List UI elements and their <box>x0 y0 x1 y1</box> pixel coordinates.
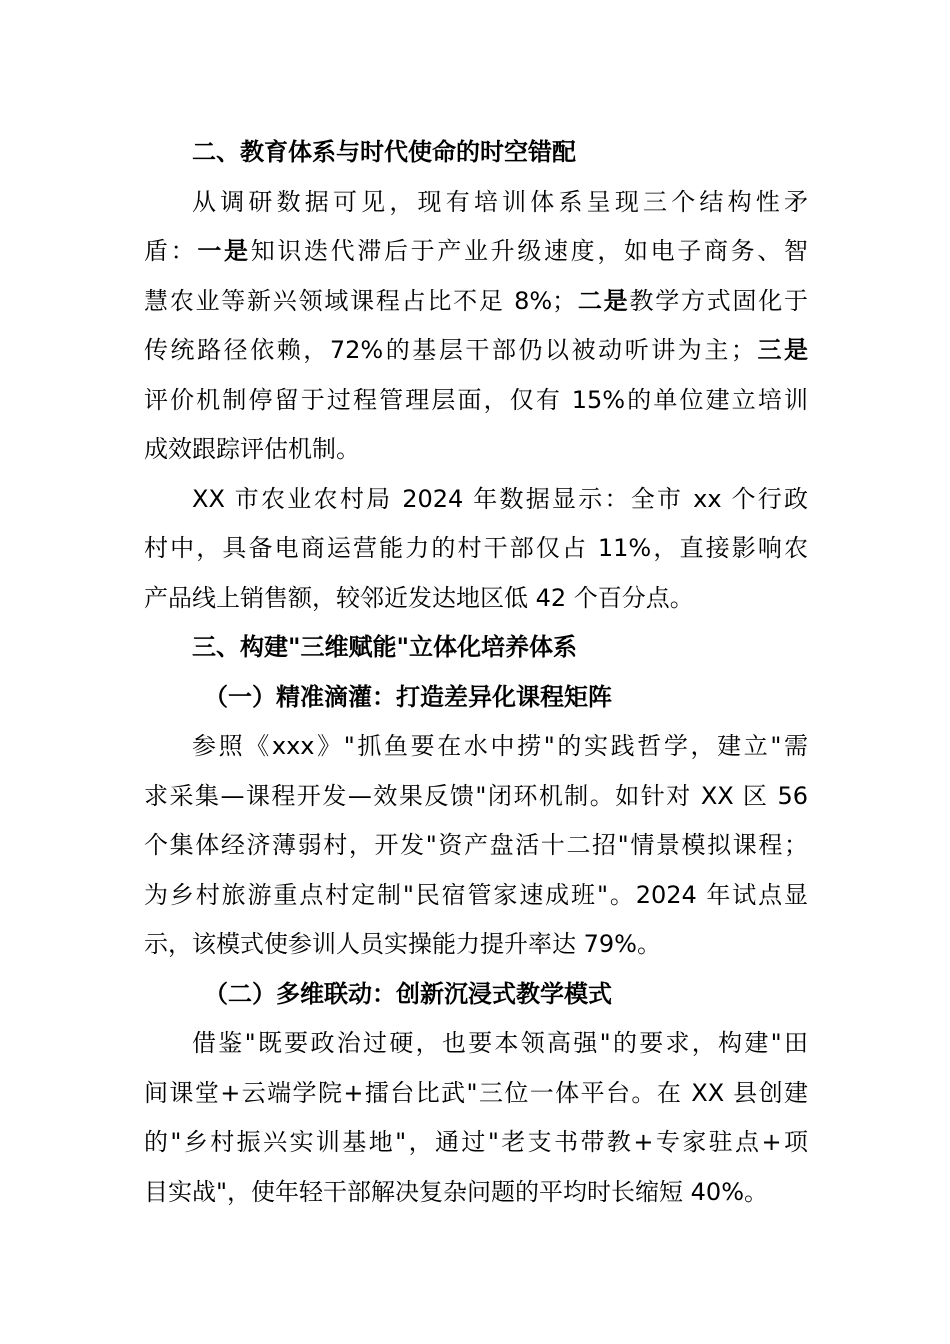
text-span: 盾： <box>144 237 198 265</box>
subsection-heading-2: （二）多维联动：创新沉浸式教学模式 <box>204 979 612 1008</box>
text-span: 传统路径依赖，72%的基层干部仍以被动听讲为主； <box>144 336 755 364</box>
text-line: XX 市农业农村局 2024 年数据显示：全市 xx 个行政 <box>192 484 808 513</box>
section-heading-3: 三、构建"三维赋能"立体化培养体系 <box>192 633 578 661</box>
text-line: 借鉴"既要政治过硬，也要本领高强"的要求，构建"田 <box>192 1029 808 1057</box>
paragraph-1 <box>144 178 808 475</box>
text-line <box>144 277 808 327</box>
text-line <box>144 227 808 277</box>
text-line: 产品线上销售额，较邻近发达地区低 42 个百分点。 <box>144 583 694 612</box>
section-heading-2: 二、教育体系与时代使命的时空错配 <box>192 138 576 166</box>
text-line <box>144 326 808 376</box>
text-line: 间课堂+云端学院+擂台比武"三位一体平台。在 XX 县创建 <box>144 1078 808 1107</box>
text-span: 教学方式固化于 <box>629 286 809 315</box>
text-line: 示，该模式使参训人员实操能力提升率达 79%。 <box>144 930 661 958</box>
text-line: 的"乡村振兴实训基地"，通过"老支书带教+专家驻点+项 <box>144 1128 808 1156</box>
text-line: 目实战"，使年轻干部解决复杂问题的平均时长缩短 40%。 <box>144 1177 769 1206</box>
emphasis-text: 二是 <box>576 286 630 315</box>
emphasis-text: 一是 <box>197 237 251 265</box>
text-line: 求采集—课程开发—效果反馈"闭环机制。如针对 XX 区 56 <box>144 781 808 810</box>
document-body <box>144 128 808 1217</box>
text-line: 为乡村旅游重点村定制"民宿管家速成班"。2024 年试点显 <box>144 880 808 909</box>
text-span: 慧农业等新兴领域课程占比不足 8%； <box>144 286 577 315</box>
paragraph-2 <box>144 475 808 624</box>
text-line: 村中，具备电商运营能力的村干部仅占 11%，直接影响农 <box>144 534 808 562</box>
emphasis-text: 三是 <box>754 336 809 364</box>
text-line: 个集体经济薄弱村，开发"资产盘活十二招"情景模拟课程； <box>144 831 808 859</box>
text-span: 知识迭代滞后于产业升级速度，如电子商务、智 <box>250 237 809 265</box>
text-line: 评价机制停留于过程管理层面，仅有 15%的单位建立培训 <box>144 385 808 414</box>
subsection-heading-1: （一）精准滴灌：打造差异化课程矩阵 <box>204 682 612 711</box>
text-line: 成效跟踪评估机制。 <box>144 435 360 463</box>
text-line: 参照《xxx》"抓鱼要在水中捞"的实践哲学，建立"需 <box>192 732 808 760</box>
paragraph-3 <box>144 722 808 970</box>
paragraph-4 <box>144 1019 808 1217</box>
text-line: 从调研数据可见，现有培训体系呈现三个结构性矛 <box>192 187 808 216</box>
